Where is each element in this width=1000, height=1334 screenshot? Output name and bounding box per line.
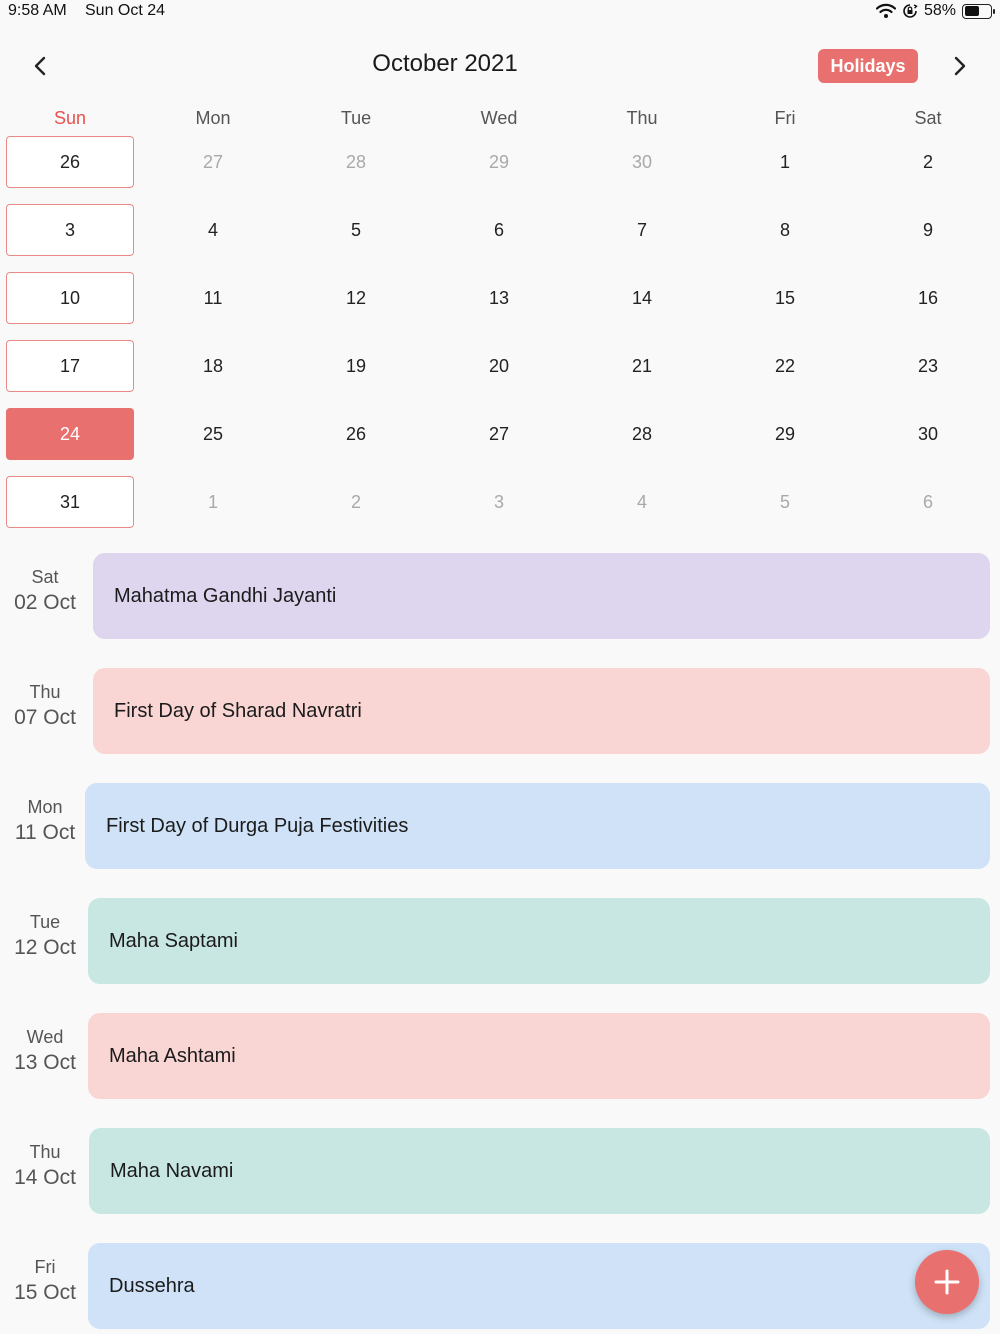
day-cell[interactable]: 1 — [779, 151, 790, 172]
day-cell[interactable]: 30 — [631, 151, 653, 172]
holiday-row — [0, 898, 1000, 984]
holiday-card[interactable] — [88, 1243, 990, 1329]
holiday-row — [0, 1013, 1000, 1099]
weekday-label: Thu — [626, 108, 658, 128]
holiday-card[interactable] — [89, 1128, 990, 1214]
chevron-left-icon — [33, 56, 47, 76]
day-cell[interactable]: 3 — [493, 491, 504, 512]
battery-icon — [962, 4, 992, 19]
holiday-day-month: 15 Oct — [14, 1281, 76, 1304]
day-cell[interactable]: 31 — [6, 476, 134, 528]
plus-icon — [934, 1269, 960, 1295]
battery-fill — [965, 6, 980, 16]
day-cell[interactable]: 4 — [207, 219, 218, 240]
holiday-card[interactable] — [93, 668, 990, 754]
weekday-label: Sun — [53, 108, 87, 128]
holiday-name: Maha Saptami — [109, 929, 238, 952]
day-cell[interactable]: 25 — [202, 423, 224, 444]
weekday-label: Sat — [914, 108, 942, 128]
day-cell[interactable]: 2 — [922, 151, 933, 172]
holiday-weekday: Tue — [29, 912, 61, 932]
holiday-card[interactable] — [88, 898, 990, 984]
day-cell[interactable]: 12 — [345, 287, 367, 308]
holiday-name: First Day of Sharad Navratri — [114, 699, 362, 722]
day-cell[interactable]: 26 — [345, 423, 367, 444]
day-cell[interactable]: 4 — [636, 491, 647, 512]
day-cell[interactable]: 5 — [779, 491, 790, 512]
day-cell[interactable]: 5 — [350, 219, 361, 240]
status-bar — [0, 0, 1000, 24]
holiday-date — [0, 1025, 90, 1077]
day-cell[interactable]: 24 — [6, 408, 134, 460]
day-cell[interactable]: 11 — [203, 287, 223, 308]
holiday-weekday: Wed — [26, 1027, 64, 1047]
holiday-date — [0, 1140, 90, 1192]
wifi-icon — [876, 3, 896, 19]
weekday-label: Wed — [480, 108, 518, 128]
holiday-date — [0, 680, 90, 732]
holiday-row — [0, 1243, 1000, 1329]
day-cell[interactable]: 29 — [488, 151, 510, 172]
day-cell[interactable]: 6 — [922, 491, 933, 512]
day-cell[interactable]: 18 — [202, 355, 224, 376]
calendar-header — [0, 40, 1000, 92]
holiday-name: First Day of Durga Puja Festivities — [106, 814, 409, 837]
day-cell[interactable]: 21 — [631, 355, 653, 376]
day-cell[interactable]: 28 — [345, 151, 367, 172]
next-month-button[interactable] — [942, 50, 978, 82]
day-cell[interactable]: 30 — [917, 423, 939, 444]
day-cell[interactable]: 23 — [917, 355, 939, 376]
holiday-name: Dussehra — [109, 1274, 195, 1297]
status-indicators — [876, 2, 992, 20]
holiday-day-month: 07 Oct — [14, 706, 76, 729]
weekday-header — [0, 108, 1000, 132]
holidays-button[interactable]: Holidays — [818, 49, 918, 83]
holiday-day-month: 11 Oct — [14, 821, 76, 844]
day-cell[interactable]: 10 — [6, 272, 134, 324]
battery-percent: 58% — [923, 2, 956, 19]
weekday-label: Mon — [195, 108, 231, 128]
holiday-day-month: 12 Oct — [14, 936, 76, 959]
holiday-day-month: 13 Oct — [14, 1051, 76, 1074]
holiday-weekday: Thu — [29, 1142, 61, 1162]
holiday-name: Maha Ashtami — [109, 1044, 236, 1067]
day-cell[interactable]: 2 — [350, 491, 361, 512]
weekday-label: Fri — [774, 108, 796, 128]
day-cell[interactable]: 27 — [488, 423, 510, 444]
day-cell[interactable]: 13 — [488, 287, 510, 308]
holiday-card[interactable] — [88, 1013, 990, 1099]
holiday-weekday: Fri — [34, 1257, 56, 1277]
month-title: October 2021 — [372, 50, 518, 77]
orientation-lock-icon — [902, 3, 918, 19]
day-cell[interactable]: 9 — [922, 219, 933, 240]
holiday-date — [0, 795, 90, 847]
day-cell[interactable]: 20 — [488, 355, 510, 376]
previous-month-button[interactable] — [22, 50, 58, 82]
holiday-row — [0, 553, 1000, 639]
add-event-button[interactable] — [915, 1250, 979, 1314]
holiday-name: Mahatma Gandhi Jayanti — [114, 584, 337, 607]
day-cell[interactable]: 16 — [917, 287, 939, 308]
day-cell[interactable]: 1 — [207, 491, 218, 512]
holiday-row — [0, 668, 1000, 754]
holiday-weekday: Sat — [31, 567, 59, 587]
day-cell[interactable]: 22 — [774, 355, 796, 376]
holiday-row — [0, 1128, 1000, 1214]
chevron-right-icon — [953, 56, 967, 76]
day-cell[interactable]: 8 — [779, 219, 790, 240]
holiday-weekday: Mon — [27, 797, 63, 817]
day-cell[interactable]: 27 — [202, 151, 224, 172]
day-cell[interactable]: 28 — [631, 423, 653, 444]
day-cell[interactable]: 17 — [6, 340, 134, 392]
holiday-name: Maha Navami — [110, 1159, 234, 1182]
day-cell[interactable]: 3 — [6, 204, 134, 256]
day-cell[interactable]: 7 — [636, 219, 647, 240]
holiday-date — [0, 565, 90, 617]
holiday-card[interactable] — [93, 553, 990, 639]
holiday-day-month: 02 Oct — [14, 591, 76, 614]
holiday-date — [0, 1255, 90, 1307]
day-cell[interactable]: 26 — [6, 136, 134, 188]
status-date: Sun Oct 24 — [85, 2, 166, 19]
holiday-weekday: Thu — [29, 682, 61, 702]
day-cell[interactable]: 15 — [774, 287, 796, 308]
holiday-card[interactable] — [85, 783, 990, 869]
holiday-day-month: 14 Oct — [14, 1166, 76, 1189]
weekday-label: Tue — [340, 108, 372, 128]
day-cell[interactable]: 14 — [631, 287, 653, 308]
day-cell[interactable]: 19 — [345, 355, 367, 376]
day-cell[interactable]: 29 — [774, 423, 796, 444]
status-time: 9:58 AM — [8, 2, 67, 19]
holiday-date — [0, 910, 90, 962]
day-cell[interactable]: 6 — [493, 219, 504, 240]
holiday-row — [0, 783, 1000, 869]
